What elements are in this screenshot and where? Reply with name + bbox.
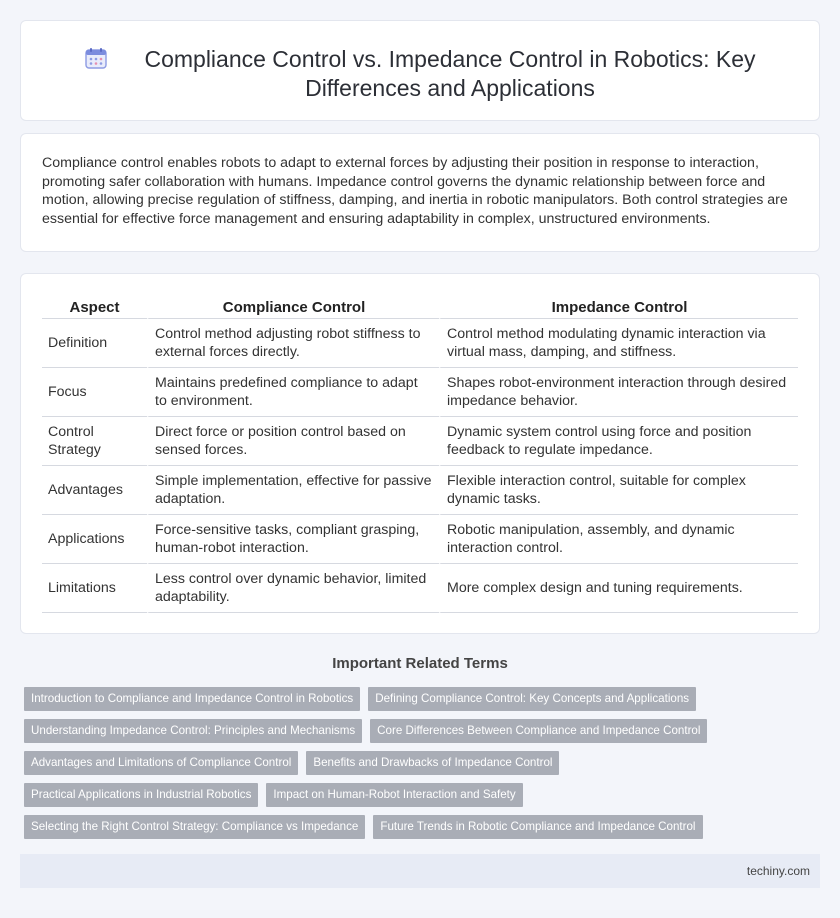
row-impedance: More complex design and tuning requirements. <box>439 564 798 613</box>
comparison-card <box>20 273 820 634</box>
tag-row <box>24 783 814 807</box>
intro-card <box>20 133 820 252</box>
table-row <box>42 564 798 613</box>
footer-brand[interactable]: techiny.com <box>746 864 810 878</box>
related-term-tag[interactable]: Impact on Human-Robot Interaction and Safety <box>266 783 522 807</box>
tag-row <box>24 687 814 711</box>
row-compliance: Force-sensitive tasks, compliant grasping, human-robot interaction. <box>147 515 439 564</box>
row-aspect: Definition <box>42 319 147 368</box>
related-term-tag[interactable]: Introduction to Compliance and Impedance Control in Robotics <box>24 687 360 711</box>
related-term-tag[interactable]: Understanding Impedance Control: Principles and Mechanisms <box>24 719 362 743</box>
header-aspect: Aspect <box>42 297 147 319</box>
row-aspect: Control Strategy <box>42 417 147 466</box>
row-aspect: Focus <box>42 368 147 417</box>
row-aspect: Limitations <box>42 564 147 613</box>
row-impedance: Robotic manipulation, assembly, and dynamic interaction control. <box>439 515 798 564</box>
related-term-tag[interactable]: Future Trends in Robotic Compliance and Impedance Control <box>373 815 702 839</box>
row-aspect: Applications <box>42 515 147 564</box>
table-row <box>42 319 798 368</box>
tag-row <box>24 815 814 839</box>
header-compliance-control: Compliance Control <box>147 297 439 319</box>
tag-row <box>24 751 814 775</box>
table-row <box>42 417 798 466</box>
related-term-tag[interactable]: Practical Applications in Industrial Robotics <box>24 783 258 807</box>
row-impedance: Shapes robot-environment interaction through desired impedance behavior. <box>439 368 798 417</box>
header-impedance-control: Impedance Control <box>439 297 798 319</box>
row-impedance: Control method modulating dynamic interaction via virtual mass, damping, and stiffness. <box>439 319 798 368</box>
tag-row <box>24 719 814 743</box>
related-term-tag[interactable]: Core Differences Between Compliance and Impedance Control <box>370 719 707 743</box>
table-row <box>42 368 798 417</box>
related-terms-list <box>24 687 814 847</box>
row-compliance: Maintains predefined compliance to adapt to environment. <box>147 368 439 417</box>
intro-paragraph: Compliance control enables robots to adapt to external forces by adjusting their position in response to interaction, promoting safer collaboration with humans. Impedance control governs the dynamic relationship between force and motion, allowing precise regulation of stiffness, damping, and inertia in robotic manipulators. Both control strategies are essential for effective force management and ensuring adaptability in complex, unstructured environments. <box>42 155 788 227</box>
related-term-tag[interactable]: Advantages and Limitations of Compliance Control <box>24 751 298 775</box>
related-term-tag[interactable]: Benefits and Drawbacks of Impedance Control <box>306 751 559 775</box>
related-terms-heading: Important Related Terms <box>332 655 508 672</box>
row-aspect: Advantages <box>42 466 147 515</box>
title-card <box>20 20 820 121</box>
row-impedance: Dynamic system control using force and position feedback to regulate impedance. <box>439 417 798 466</box>
calendar-icon <box>85 47 107 69</box>
comparison-table <box>42 297 798 613</box>
table-row <box>42 466 798 515</box>
row-compliance: Direct force or position control based on sensed forces. <box>147 417 439 466</box>
page-title: Compliance Control vs. Impedance Control in Robotics: Key Differences and Applications <box>144 46 756 101</box>
row-compliance: Less control over dynamic behavior, limited adaptability. <box>147 564 439 613</box>
footer <box>20 854 820 888</box>
row-impedance: Flexible interaction control, suitable for complex dynamic tasks. <box>439 466 798 515</box>
related-term-tag[interactable]: Defining Compliance Control: Key Concepts and Applications <box>368 687 696 711</box>
row-compliance: Control method adjusting robot stiffness to external forces directly. <box>147 319 439 368</box>
table-row <box>42 515 798 564</box>
table-header-row <box>42 297 798 319</box>
row-compliance: Simple implementation, effective for passive adaptation. <box>147 466 439 515</box>
related-term-tag[interactable]: Selecting the Right Control Strategy: Compliance vs Impedance <box>24 815 365 839</box>
